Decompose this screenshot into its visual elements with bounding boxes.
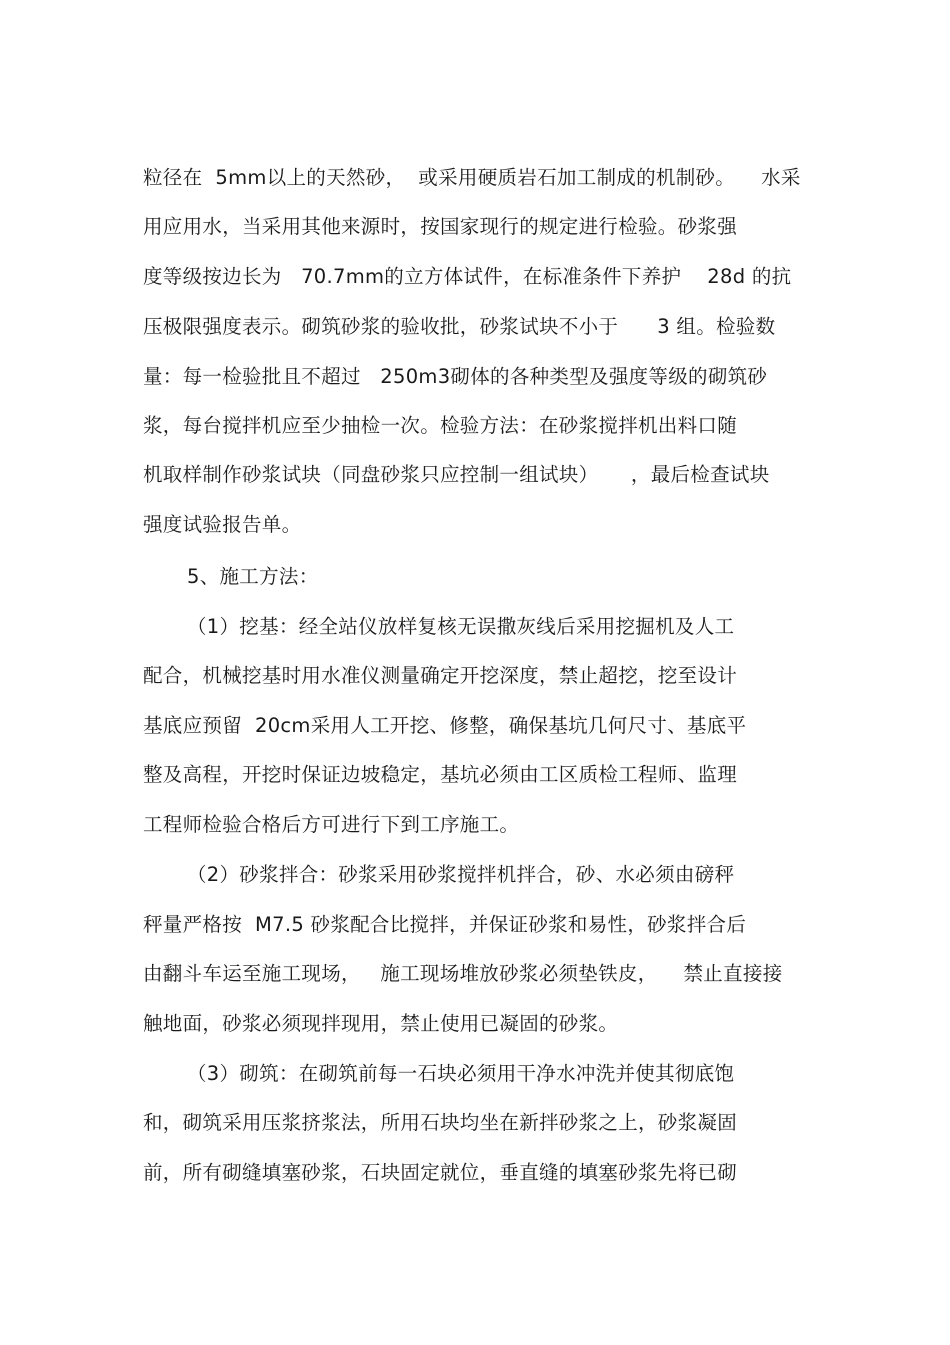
paragraph-start: （3）砌筑：在砌筑前每一石块必须用干净水冲洗并使其彻底饱 (187, 1062, 735, 1085)
text-line: 秤量严格按 M7.5 砂浆配合比搅拌，并保证砂浆和易性，砂浆拌合后 (143, 913, 747, 936)
text-line: 前，所有砌缝填塞砂浆，石块固定就位，垂直缝的填塞砂浆先将已砌 (143, 1161, 738, 1184)
text-line: 用应用水，当采用其他来源时，按国家现行的规定进行检验。砂浆强 (143, 215, 738, 238)
text-line: 强度试验报告单。 (143, 513, 302, 536)
paragraph-start: （1）挖基：经全站仪放样复核无误撒灰线后采用挖掘机及人工 (187, 615, 735, 638)
text-line: 压极限强度表示。砌筑砂浆的验收批，砂浆试块不小于 3 组。检验数 (143, 315, 776, 338)
section-heading: 5、施工方法： (187, 565, 319, 588)
text-line: 触地面，砂浆必须现拌现用，禁止使用已凝固的砂浆。 (143, 1012, 619, 1035)
paragraph-start: （2）砂浆拌合：砂浆采用砂浆搅拌机拌合，砂、水必须由磅秤 (187, 863, 735, 886)
text-line: 基底应预留 20cm采用人工开挖、修整，确保基坑几何尺寸、基底平 (143, 714, 747, 737)
text-line: 整及高程，开挖时保证边坡稳定，基坑必须由工区质检工程师、监理 (143, 763, 738, 786)
text-line: 度等级按边长为 70.7mm的立方体试件，在标准条件下养护 28d 的抗 (143, 265, 792, 288)
text-line: 机取样制作砂浆试块（同盘砂浆只应控制一组试块） ，最后检查试块 (143, 463, 770, 486)
text-line: 由翻斗车运至施工现场， 施工现场堆放砂浆必须垫铁皮， 禁止直接接 (143, 962, 783, 985)
text-line: 工程师检验合格后方可进行下到工序施工。 (143, 813, 520, 836)
text-line: 量：每一检验批且不超过 250m3砌体的各种类型及强度等级的砌筑砂 (143, 365, 768, 388)
text-line: 浆，每台搅拌机应至少抽检一次。检验方法：在砂浆搅拌机出料口随 (143, 414, 738, 437)
text-line: 和，砌筑采用压浆挤浆法，所用石块均坐在新拌砂浆之上，砂浆凝固 (143, 1111, 738, 1134)
text-line: 配合，机械挖基时用水准仪测量确定开挖深度，禁止超挖，挖至设计 (143, 664, 738, 687)
text-line: 粒径在 5mm以上的天然砂， 或采用硬质岩石加工制成的机制砂。 水采 (143, 166, 801, 189)
